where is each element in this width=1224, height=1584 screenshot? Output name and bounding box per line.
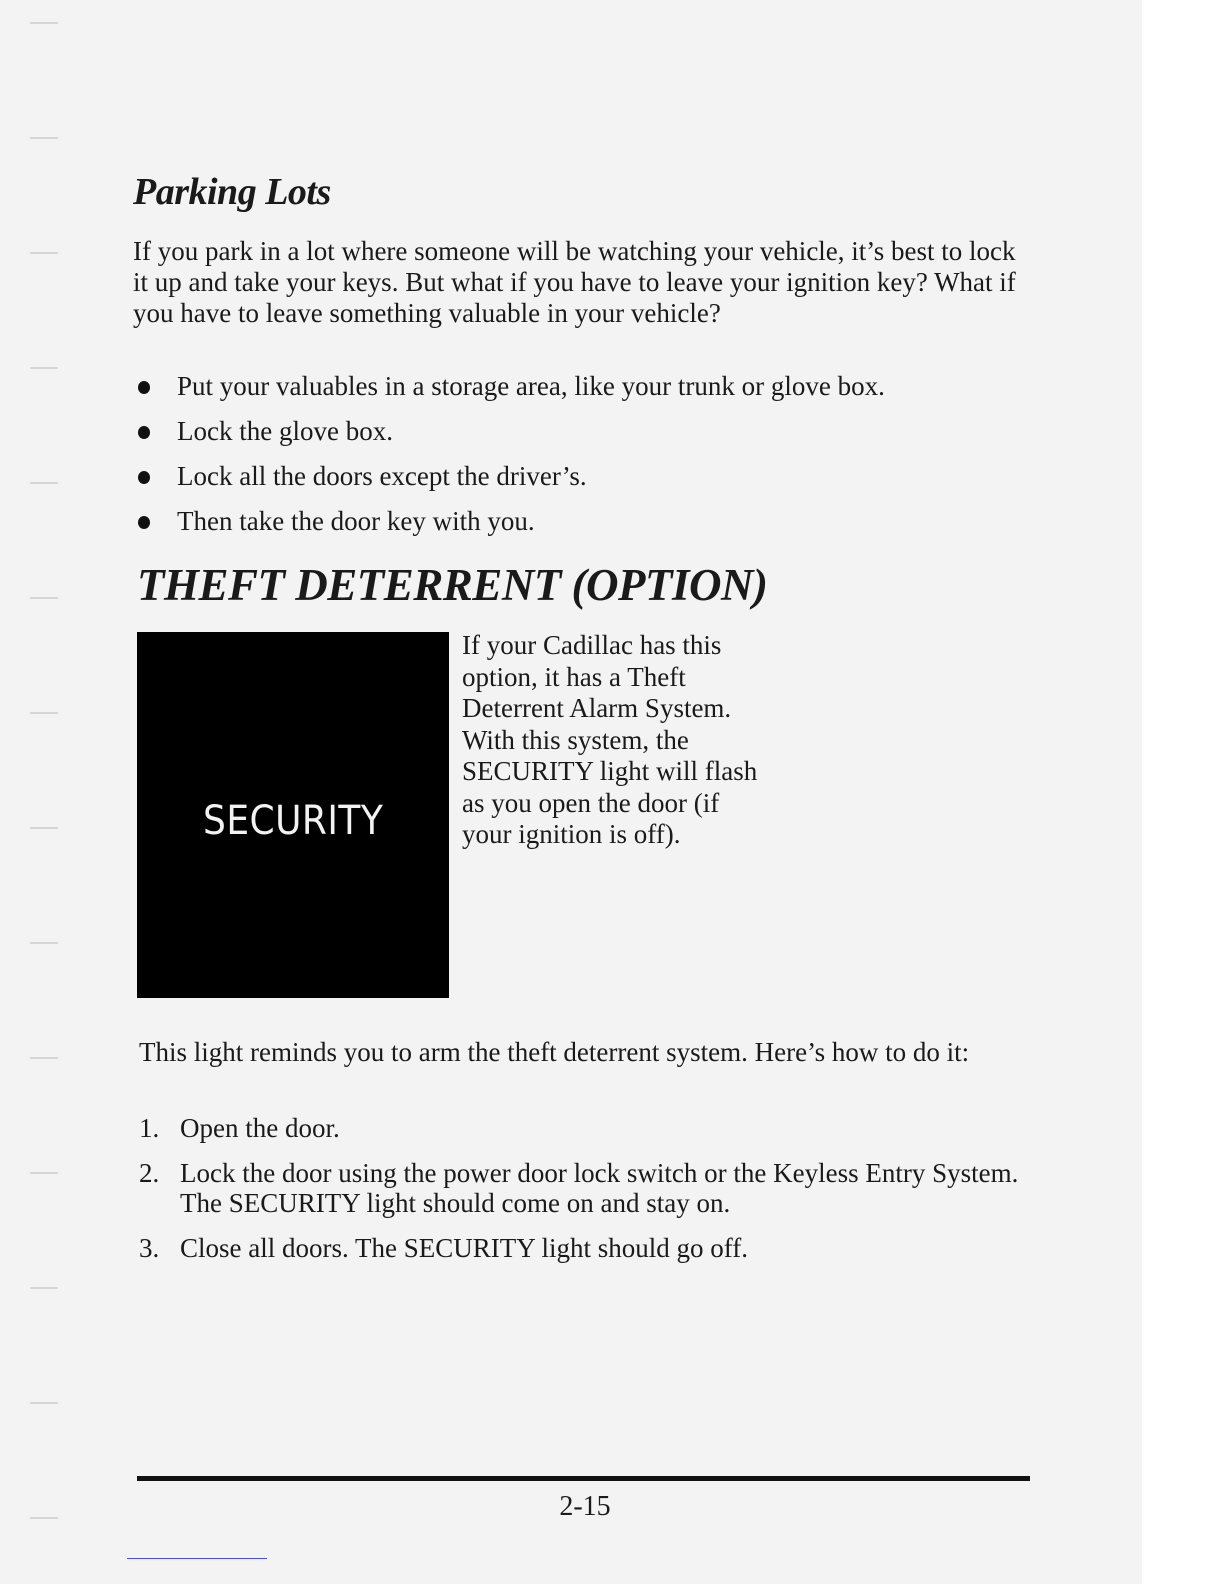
- margin-tick: [30, 712, 58, 714]
- step-number: 2.: [139, 1158, 160, 1188]
- footer-rule: [137, 1476, 1030, 1481]
- margin-tick: [30, 827, 58, 829]
- list-item: [133, 371, 885, 416]
- bullet-icon: [138, 471, 150, 484]
- margin-tick: [30, 597, 58, 599]
- bullet-text: Lock all the doors except the driver’s.: [177, 461, 587, 491]
- step-text: Lock the door using the power door lock switch or the Keyless Entry System. The SECURITY light should come on and stay on.: [180, 1158, 1019, 1218]
- arming-steps: [139, 1113, 1039, 1278]
- bullet-text: Put your valuables in a storage area, like your trunk or glove box.: [177, 371, 885, 401]
- bullet-icon: [138, 381, 150, 394]
- margin-tick: [30, 942, 58, 944]
- parking-lots-intro: If you park in a lot where someone will be watching your vehicle, it’s best to lock it up and take your keys. But what if you have to leave your ignition key? What if you have to leave something valuable in your vehicle?: [133, 236, 1016, 328]
- step-number: 3.: [139, 1233, 160, 1263]
- margin-tick: [30, 1057, 58, 1059]
- bullet-text: Then take the door key with you.: [177, 506, 535, 536]
- margin-tick: [30, 137, 58, 139]
- margin-tick: [30, 1402, 58, 1404]
- bullet-icon: [138, 516, 150, 529]
- margin-tick: [30, 367, 58, 369]
- parking-lots-title: Parking Lots: [133, 171, 331, 213]
- list-item: [133, 506, 885, 551]
- list-item: [133, 461, 885, 506]
- security-indicator-image: [137, 632, 449, 998]
- right-margin: [1142, 0, 1224, 1584]
- margin-tick: [30, 1287, 58, 1289]
- bottom-link-line: [127, 1558, 267, 1559]
- list-item: [133, 416, 885, 461]
- list-item: [139, 1158, 1039, 1218]
- parking-lots-bullets: [133, 371, 885, 551]
- step-text: Close all doors. The SECURITY light should go off.: [180, 1233, 748, 1263]
- margin-tick: [30, 482, 58, 484]
- security-indicator-label: SECURITY: [202, 798, 384, 844]
- bullet-icon: [138, 426, 150, 439]
- step-text: Open the door.: [180, 1113, 340, 1143]
- theft-deterrent-reminder: This light reminds you to arm the theft deterrent system. Here’s how to do it:: [139, 1037, 970, 1067]
- margin-tick: [30, 252, 58, 254]
- margin-tick: [30, 22, 58, 24]
- bullet-text: Lock the glove box.: [177, 416, 393, 446]
- list-item: [139, 1113, 1039, 1143]
- margin-tick: [30, 1172, 58, 1174]
- step-number: 1.: [139, 1113, 160, 1143]
- theft-deterrent-description: If your Cadillac has this option, it has a Theft Deterrent Alarm System. With this system, the SECURITY light will flash as you open the door (if your ignition is off).: [462, 630, 758, 849]
- theft-deterrent-heading: THEFT DETERRENT (OPTION): [137, 560, 768, 610]
- list-item: [139, 1233, 1039, 1263]
- page-number: 2-15: [559, 1491, 611, 1522]
